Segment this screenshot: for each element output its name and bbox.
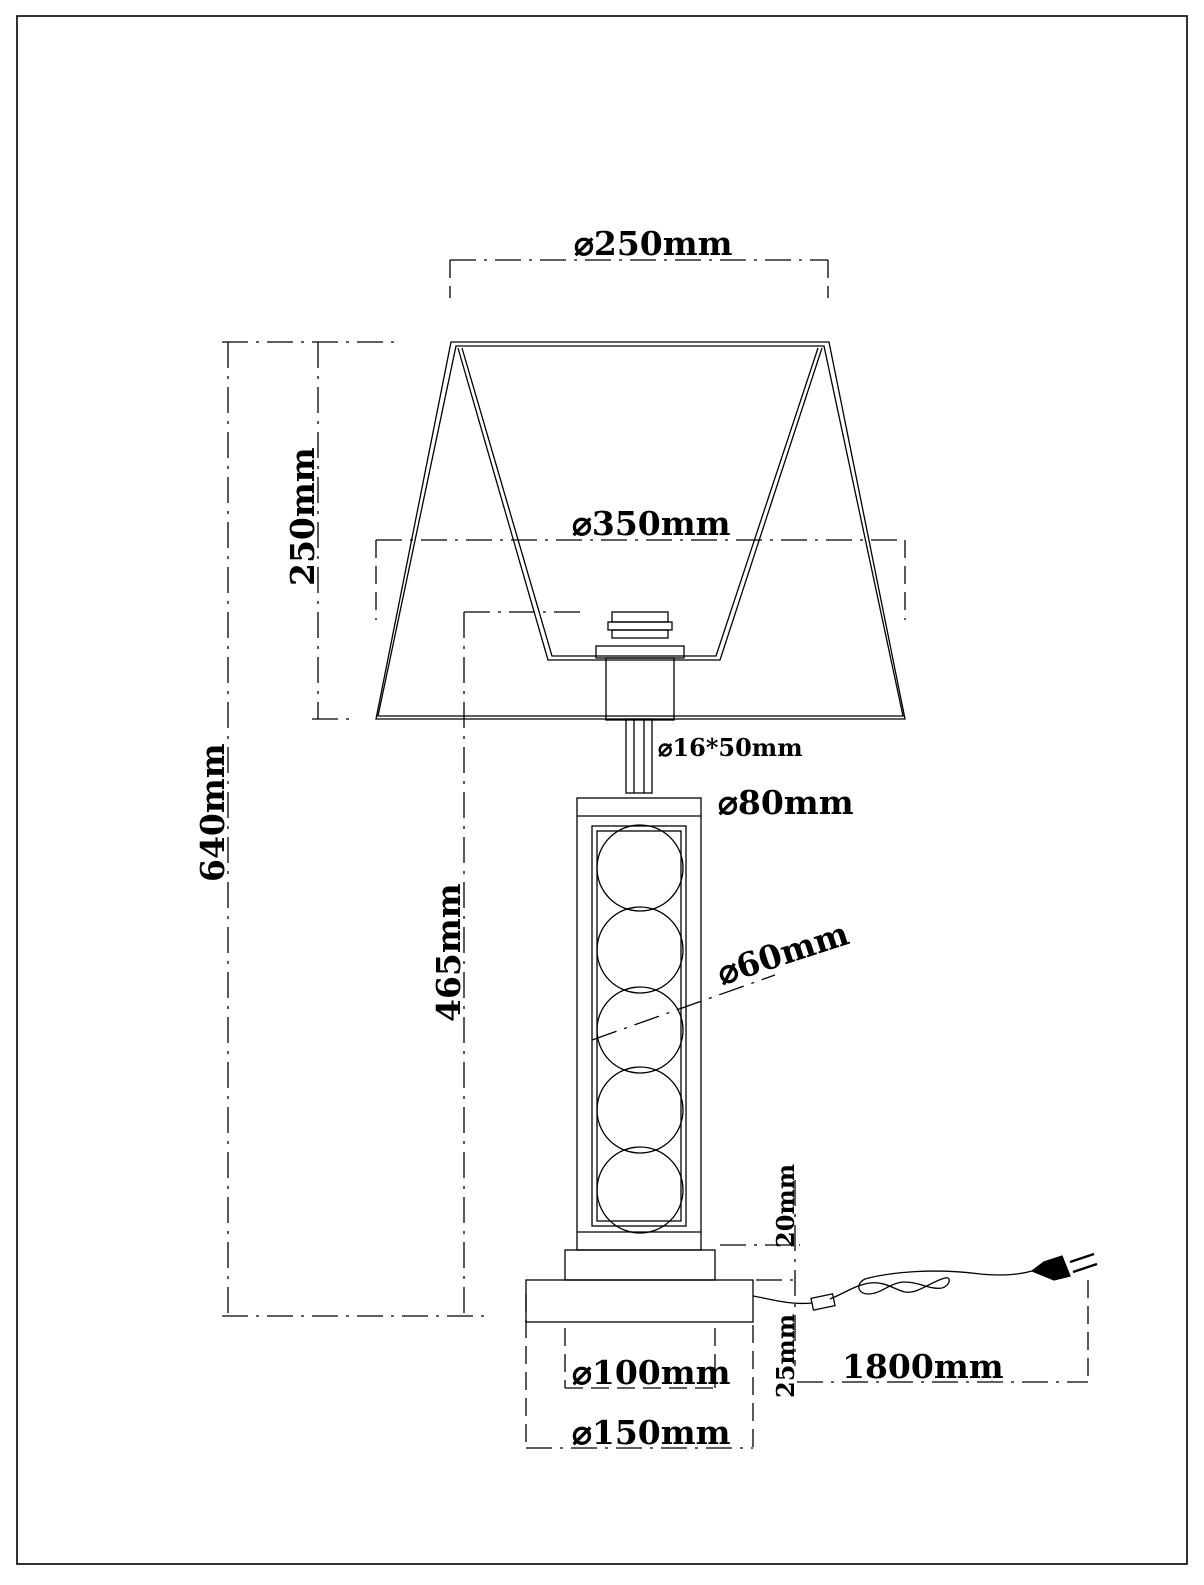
label-plinth-diameter: ⌀100mm	[572, 1353, 731, 1392]
glass-ball	[597, 1067, 683, 1153]
lamp-socket	[596, 612, 684, 720]
label-shade-top-diameter: ⌀250mm	[574, 224, 733, 263]
label-shade-height: 250mm	[283, 447, 322, 586]
glass-ball	[597, 907, 683, 993]
glass-ball	[597, 825, 683, 911]
lamp-plinth	[565, 1250, 715, 1280]
label-rod: ⌀16*50mm	[658, 733, 803, 762]
label-socket-height: 465mm	[429, 883, 468, 1022]
witness-lines	[376, 260, 1088, 1448]
label-base-height: 25mm	[771, 1313, 800, 1398]
label-shade-bottom-diameter: ⌀350mm	[572, 504, 731, 543]
glass-balls	[597, 825, 683, 1233]
label-ball-diameter: ⌀60mm	[712, 913, 854, 993]
lamp-rod	[626, 719, 652, 793]
glass-ball	[597, 1147, 683, 1233]
dimension-lines	[222, 260, 1088, 1448]
label-plinth-height: 20mm	[771, 1163, 800, 1248]
inline-switch	[811, 1294, 835, 1310]
label-column-diameter: ⌀80mm	[718, 783, 854, 822]
plug-icon	[1032, 1254, 1097, 1280]
glass-ball	[597, 987, 683, 1073]
lamp-base	[526, 1280, 753, 1322]
label-cable-length: 1800mm	[842, 1347, 1004, 1386]
label-base-diameter: ⌀150mm	[572, 1413, 731, 1452]
label-total-height: 640mm	[193, 743, 232, 882]
